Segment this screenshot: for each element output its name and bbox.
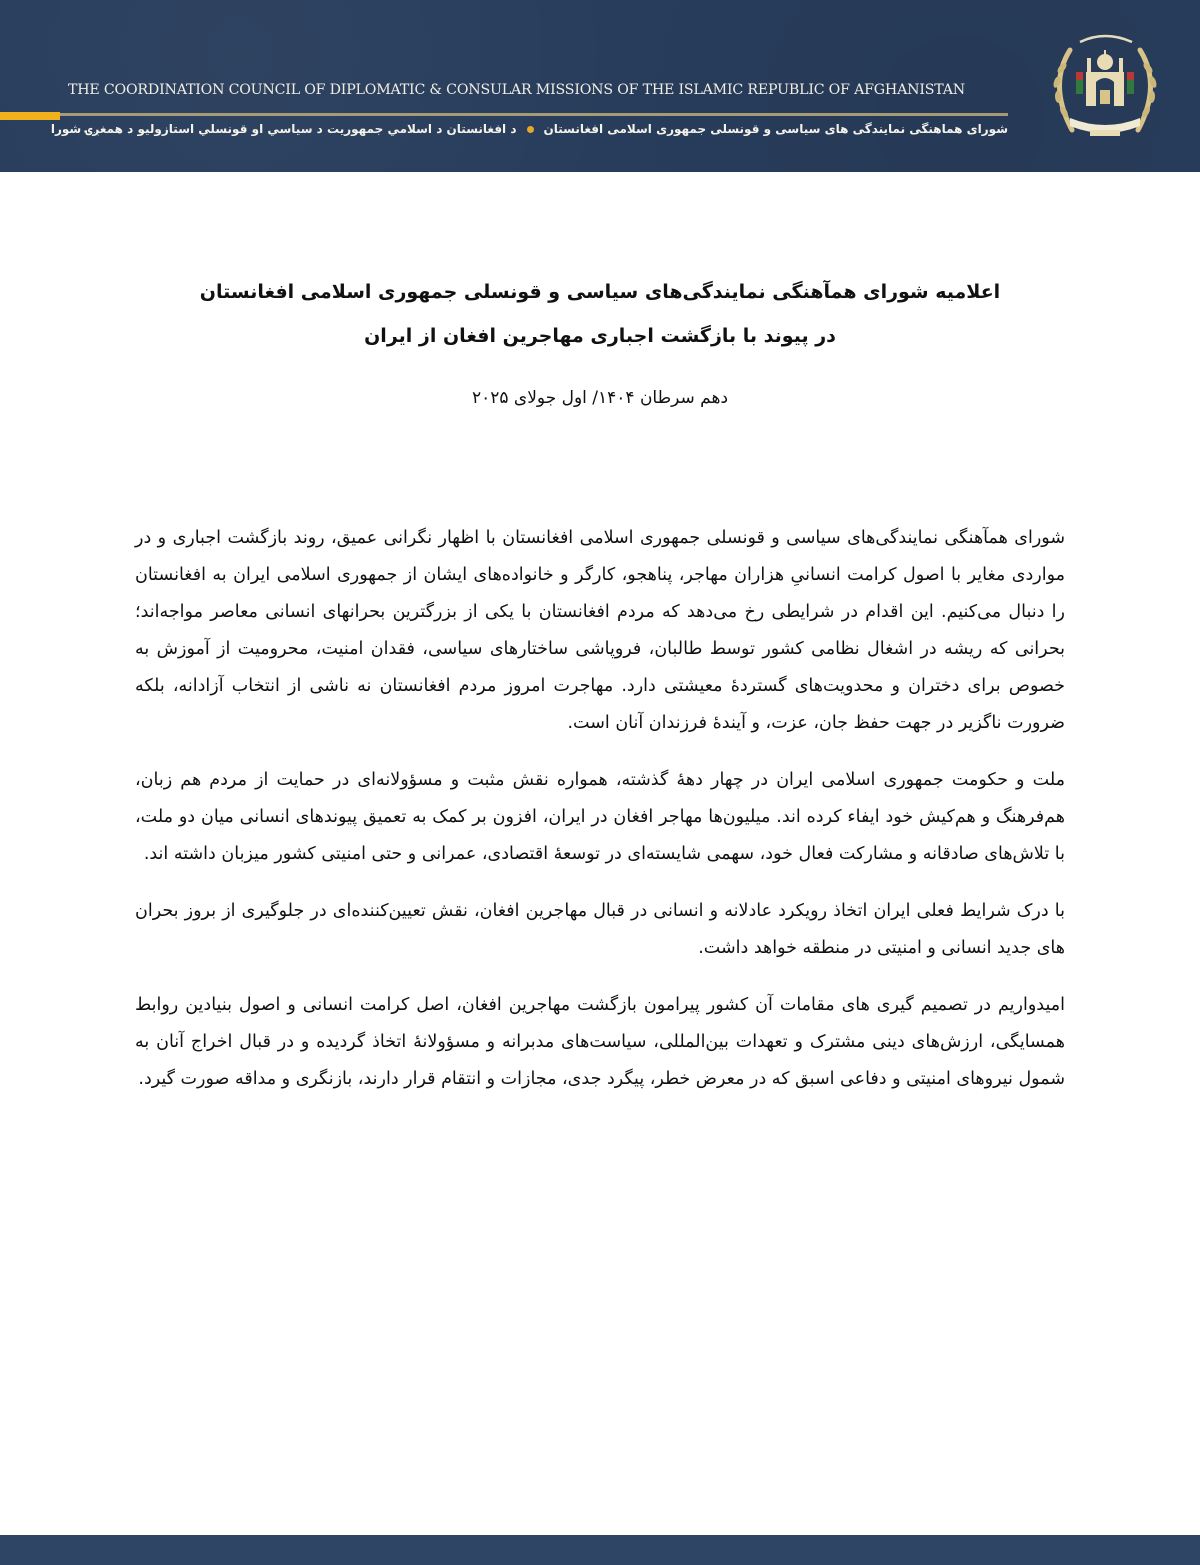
document-title-line-2: در پیوند با بازگشت اجباری مهاجرین افغان از ایران bbox=[364, 325, 836, 347]
council-name-dari: شورای هماهنگی نمایندگی های سیاسی و قونسلی جمهوری اسلامی افغانستان bbox=[543, 122, 1008, 136]
paragraph: ملت و حکومت جمهوری اسلامی ایران در چهار دههٔ گذشته، همواره نقش مثبت و مسؤولانه‌ای در حمایت از مردم هم زبان، هم‌فرهنگ و هم‌کیش خود ایفاء کرده اند. میلیون‌ها مهاجر افغان در ایران، افزون بر کمک به تعمیق پیوندهای انسانی میان دو ملت، با تلاش‌های صادقانه و مشارکت فعال خود، سهمی شایسته‌ای در توسعهٔ اقتصادی، عمرانی و حتی امنیتی کشور میزبان داشته اند. bbox=[135, 770, 1065, 864]
document-heading bbox=[130, 270, 1070, 408]
letterhead-header bbox=[0, 0, 1200, 172]
council-name-english: THE COORDINATION COUNCIL OF DIPLOMATIC & CONSULAR MISSIONS OF THE ISLAMIC REPUBLIC OF AFGHANISTAN bbox=[68, 82, 965, 98]
document-date: دهم سرطان ۱۴۰۴/ اول جولای ۲۰۲۵ bbox=[471, 388, 729, 408]
document-body bbox=[135, 520, 1065, 1118]
header-divider bbox=[60, 113, 1008, 116]
national-emblem-icon bbox=[1040, 20, 1170, 150]
gold-accent-bar bbox=[0, 112, 60, 120]
council-name-local bbox=[51, 122, 1008, 136]
paragraph: شورای همآهنگی نمایندگی‌های سیاسی و قونسلی جمهوری اسلامی افغانستان با اظهار نگرانی عمیق، روند بازگشت اجباری و در مواردی مغایر با اصول کرامت انسانیِ هزاران مهاجر، پناهجو، کارگر و خانواده‌های ایشان از جمهوری اسلامی ایران به افغانستان را دنبال می‌کنیم. این اقدام در شرایطی رخ می‌دهد که مردم افغانستان با یکی از بزرگترین بحرانهای انسانی معاصر مواجه‌اند؛ بحرانی که ریشه در اشغال نظامی کشور توسط طالبان، فروپاشی ساختارهای سیاسی، فقدان امنیت، محرومیت از آموزش به خصوص برای دختران و محدویت‌های گستردهٔ معیشتی دارد. مهاجرت امروز مردم افغانستان نه ناشی از انتخاب آزادانه، بلکه ضرورت ناگزیر در جهت حفظ جان، عزت، و آیندهٔ فرزندان آنان است. bbox=[135, 528, 1065, 733]
document-title-line-1: اعلامیه شورای همآهنگی نمایندگی‌های سیاسی و قونسلی جمهوری اسلامی افغانستان bbox=[199, 281, 1001, 303]
paragraph: امیدواریم در تصمیم گیری های مقامات آن کشور پیرامون بازگشت مهاجرین افغان، اصل کرامت انسانی و اصول بنیادین روابط همسایگی، ارزش‌های دینی مشترک و تعهدات بین‌المللی، سیاست‌های مدبرانه و مسؤولانهٔ اتخاذ گردیده و در قبال اخراج آنان به شمول نیروهای امنیتی و دفاعی اسبق که در معرض خطر، پیگرد جدی، مجازات و انتقام قرار دارند، بازنگری و مداقه صورت گیرد. bbox=[135, 995, 1065, 1089]
council-name-pashto: د افغانستان د اسلامي جمهوریت د سیاسي او قونسلي استازولیو د همغږۍ شورا bbox=[50, 122, 517, 136]
letterhead-footer-bar bbox=[0, 1535, 1200, 1565]
bullet-dot-icon bbox=[527, 126, 534, 133]
paragraph: با درک شرایط فعلی ایران اتخاذ رویکرد عادلانه و انسانی در قبال مهاجرین افغان، نقش تعیین‌کننده‌ای در جلوگیری از بروز بحران های جدید انسانی و امنیتی در منطقه خواهد داشت. bbox=[135, 901, 1065, 958]
